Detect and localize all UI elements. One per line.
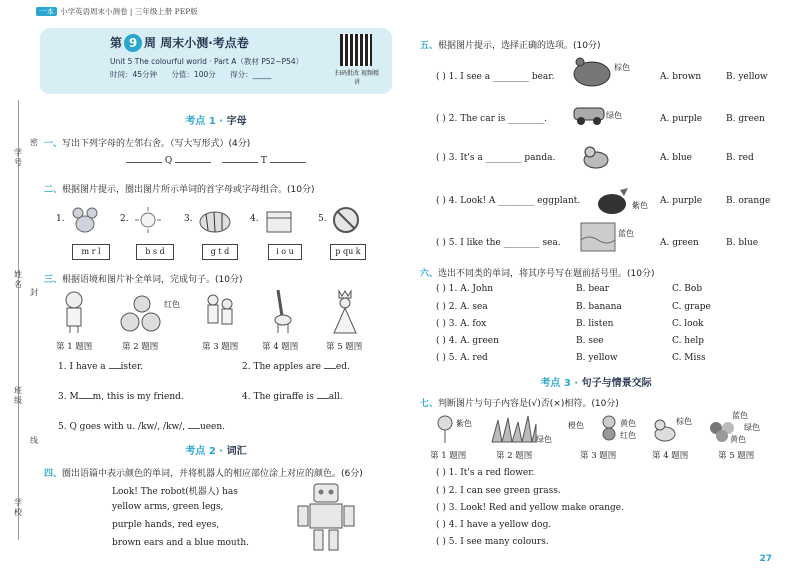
q5-3-option-b[interactable]: B. red	[726, 153, 754, 163]
title-suffix: 周 周末小测·考点卷	[144, 36, 249, 50]
q7-text: 判断图片与句子内容是(√)否(×)相符。(10分)	[438, 399, 619, 409]
qr-code-icon[interactable]	[340, 34, 372, 66]
q7-tag-4: 黄色	[620, 419, 636, 428]
q2-num-5: 5.	[318, 214, 327, 224]
seal-feng: 封	[30, 288, 38, 297]
q3-s2-end: ed.	[335, 362, 350, 372]
q7-item-1: ( ) 1. It's a red flower.	[436, 468, 535, 478]
mouse-icon	[70, 206, 100, 234]
series-badge: 一本	[36, 7, 57, 16]
q6-number: 六、	[420, 269, 439, 279]
q6-4-a: ( ) 4. A. green	[436, 336, 499, 346]
q2-option-box-2[interactable]: b s d	[136, 244, 174, 260]
q6-row-5	[436, 353, 706, 363]
bear-icon	[572, 54, 612, 88]
q6-row-1	[436, 284, 703, 294]
q1-text: 写出下列字母的左邻右舍。（写大写形式）(4分)	[62, 139, 251, 149]
q3-text: 根据语境和图片补全单词，完成句子。(10分)	[62, 275, 243, 285]
q3-color-tag: 红色	[164, 300, 180, 309]
q6-5-c: C. Miss	[672, 353, 706, 363]
dog-icon	[652, 418, 678, 442]
giraffe-icon	[270, 286, 294, 334]
q5-number: 五、	[420, 41, 439, 51]
q2-num-4: 4.	[250, 214, 259, 224]
q3-s1-text: 1. I have a	[58, 362, 109, 372]
grass-icon	[490, 414, 538, 444]
q7-item-4: ( ) 4. I have a yellow dog.	[436, 520, 552, 530]
answer-blank[interactable]	[109, 360, 121, 369]
q3-s2-text: 2. The apples are	[242, 362, 324, 372]
q5-color-5: 蓝色	[618, 229, 634, 238]
q7-tag-3: 橙色	[568, 421, 584, 430]
q3-s1-end: ister.	[120, 362, 144, 372]
q3-sentence-3	[58, 390, 184, 402]
class-label: 班级	[14, 386, 22, 405]
q1-blanks-2	[222, 154, 306, 166]
people-icon	[202, 292, 238, 334]
student-no-label: 学号	[14, 148, 22, 167]
q5-item-2: ( ) 2. The car is ________.	[436, 114, 547, 124]
q7-tag-7: 蓝色	[732, 411, 748, 420]
answer-blank[interactable]	[188, 420, 200, 429]
q5-item-5: ( ) 5. I like the ________ sea.	[436, 238, 561, 248]
q2-option-box-5[interactable]: p qu k	[330, 244, 366, 260]
school-label: 学校	[14, 498, 22, 517]
q2-option-box-3[interactable]: g t d	[202, 244, 238, 260]
header-card	[40, 28, 392, 94]
unit-line: Unit 5 The colourful world · Part A（教材 P52~P54）	[110, 57, 304, 66]
q6-row-2	[436, 302, 711, 312]
name-label: 姓名	[14, 270, 22, 289]
answer-blank[interactable]	[270, 154, 306, 163]
q6-2-c: C. grape	[672, 302, 711, 312]
q7-caption-3: 第 3 题图	[580, 451, 617, 461]
tiger-icon	[198, 206, 232, 234]
q1-blanks-1	[126, 154, 211, 166]
page-number: 27	[759, 554, 772, 564]
q7-item-5: ( ) 5. I see many colours.	[436, 537, 549, 547]
section-3-name: 句子与情景交际	[581, 378, 652, 389]
time-info: 时间：45分钟	[110, 70, 158, 79]
q4-passage-line-1: Look! The robot(机器人) has	[112, 487, 238, 497]
no-sign-icon	[332, 206, 360, 234]
q3-caption-5: 第 5 题图	[326, 342, 363, 352]
q4-heading	[44, 466, 363, 479]
q3-s5-end: ueen.	[199, 422, 226, 432]
q4-passage-line-4: brown ears and a blue mouth.	[112, 538, 249, 548]
seal-mi: 密	[30, 138, 38, 147]
q7-tag-5: 红色	[620, 431, 636, 440]
eggplant-icon	[596, 184, 632, 218]
q2-pictures	[56, 206, 376, 236]
q3-heading	[44, 272, 243, 285]
q7-tag-2: 绿色	[536, 435, 552, 444]
q3-sentence-2	[242, 360, 350, 372]
week-number: 9	[124, 34, 142, 52]
answer-blank[interactable]	[317, 390, 329, 399]
q6-text: 选出不同类的单词，将其序号写在题前括号里。(10分)	[438, 269, 655, 279]
seal-xian: 线	[30, 436, 38, 445]
q5-color-1: 棕色	[614, 63, 630, 72]
paint-drops-icon	[598, 414, 620, 442]
q7-tag-1: 紫色	[456, 419, 472, 428]
series-name: 小学英语周末小测卷 | 三年级上册 PEP版	[60, 7, 198, 16]
answer-blank[interactable]	[222, 154, 258, 163]
q4-passage-line-3: purple hands, red eyes,	[112, 520, 220, 530]
q7-tag-8: 绿色	[744, 423, 760, 432]
q2-number: 二、	[44, 185, 63, 195]
q3-caption-1: 第 1 题图	[56, 342, 93, 352]
title-prefix: 第	[110, 36, 123, 50]
q5-1-option-b[interactable]: B. yellow	[726, 72, 768, 82]
q5-heading	[420, 38, 601, 51]
q3-caption-2: 第 2 题图	[122, 342, 159, 352]
section-2-prefix: 考点 2 ·	[185, 446, 227, 457]
total-score: 分值：100分	[171, 70, 216, 79]
q7-tag-6: 棕色	[676, 417, 692, 426]
q2-num-3: 3.	[184, 214, 193, 224]
q2-option-box-1[interactable]: m r l	[72, 244, 110, 260]
queen-icon	[330, 288, 360, 334]
section-3-title	[420, 374, 772, 389]
q5-2-option-a[interactable]: A. purple	[660, 114, 703, 124]
q6-5-a: ( ) 5. A. red	[436, 353, 488, 363]
q6-3-c: C. look	[672, 319, 704, 329]
q7-heading	[420, 396, 619, 409]
section-1-name: 字母	[226, 116, 247, 127]
juice-box-icon	[264, 208, 294, 234]
q7-caption-4: 第 4 题图	[652, 451, 689, 461]
q6-1-b: B. bear	[576, 284, 610, 294]
q7-item-3: ( ) 3. Look! Red and yellow make orange.	[436, 503, 624, 513]
q5-1-option-a[interactable]: A. brown	[660, 72, 702, 82]
red-panda-icon	[582, 144, 612, 170]
q5-item-3: ( ) 3. It's a ________ panda.	[436, 153, 556, 163]
answer-blank[interactable]	[175, 154, 211, 163]
qr-caption: 扫码批改 视频精讲	[335, 70, 379, 86]
q5-item-1: ( ) 1. I see a ________ bear.	[436, 72, 555, 82]
letter-q: Q	[164, 156, 173, 166]
q2-text: 根据图片提示，圈出图片所示单词的首字母或字母组合。(10分)	[62, 185, 315, 195]
page-title	[110, 34, 249, 52]
q6-row-4	[436, 336, 705, 346]
q6-4-c: C. help	[672, 336, 705, 346]
q5-4-option-b[interactable]: B. orange	[726, 196, 771, 206]
q3-s4-text: 4. The giraffe is	[242, 392, 317, 402]
sun-icon	[134, 206, 162, 234]
q3-s4-end: all.	[328, 392, 343, 402]
q5-item-4: ( ) 4. Look! A ________ eggplant.	[436, 196, 581, 206]
section-2-title	[40, 442, 392, 457]
q6-4-b: B. see	[576, 336, 604, 346]
q5-text: 根据图片提示，选择正确的选项。(10分)	[438, 41, 601, 51]
q3-s5-text: 5. Q goes with u. /kw/, /kw/,	[58, 422, 188, 432]
q6-1-a: ( ) 1. A. John	[436, 284, 494, 294]
q6-3-a: ( ) 3. A. fox	[436, 319, 487, 329]
q3-caption-4: 第 4 题图	[262, 342, 299, 352]
q3-sentence-5	[58, 420, 225, 432]
q5-3-option-a[interactable]: A. blue	[660, 153, 692, 163]
section-1-title	[40, 112, 392, 127]
q5-color-4: 紫色	[632, 201, 648, 210]
q6-5-b: B. yellow	[576, 353, 618, 363]
q1-number: 一、	[44, 139, 63, 149]
q2-num-1: 1.	[56, 214, 65, 224]
q7-caption-2: 第 2 题图	[496, 451, 533, 461]
q7-number: 七、	[420, 399, 439, 409]
q3-caption-3: 第 3 题图	[202, 342, 239, 352]
q6-1-c: C. Bob	[672, 284, 703, 294]
q5-2-option-b[interactable]: B. green	[726, 114, 765, 124]
answer-blank[interactable]	[79, 390, 93, 399]
q3-sentence-4	[242, 390, 343, 402]
section-1-prefix: 考点 1 ·	[185, 116, 227, 127]
q3-sentence-1	[58, 360, 143, 372]
q4-number: 四、	[44, 469, 63, 479]
letter-t: T	[260, 156, 267, 166]
q4-passage-line-2: yellow arms, green legs,	[112, 502, 224, 512]
q2-option-box-4[interactable]: i o u	[268, 244, 302, 260]
flower-icon	[434, 414, 456, 444]
q5-4-option-a[interactable]: A. purple	[660, 196, 703, 206]
meta-line	[110, 69, 283, 80]
q6-heading	[420, 266, 655, 279]
q2-heading	[44, 182, 315, 195]
q6-2-b: B. banana	[576, 302, 622, 312]
q5-5-option-a[interactable]: A. green	[660, 238, 699, 248]
q3-s3-text: 3. M	[58, 392, 79, 402]
car-icon	[572, 100, 606, 126]
apples-icon	[118, 294, 164, 334]
q5-color-2: 绿色	[606, 111, 622, 120]
q7-caption-1: 第 1 题图	[430, 451, 467, 461]
q5-5-option-b[interactable]: B. blue	[726, 238, 759, 248]
q3-s3-end: m, this is my friend.	[92, 392, 184, 402]
q3-number: 三、	[44, 275, 63, 285]
q6-3-b: B. listen	[576, 319, 614, 329]
section-2-name: 词汇	[226, 446, 247, 457]
section-3-prefix: 考点 3 ·	[540, 378, 582, 389]
q7-caption-5: 第 5 题图	[718, 451, 755, 461]
q7-tag-9: 黄色	[730, 435, 746, 444]
girl-icon	[60, 290, 88, 334]
robot-icon[interactable]	[296, 482, 356, 552]
q2-num-2: 2.	[120, 214, 129, 224]
answer-blank[interactable]	[126, 154, 162, 163]
q4-text: 圈出语篇中表示颜色的单词，并将机器人的相应部位涂上对应的颜色。(6分)	[62, 469, 363, 479]
q7-item-2: ( ) 2. I can see green grass.	[436, 486, 561, 496]
answer-blank[interactable]	[324, 360, 336, 369]
q1-heading	[44, 136, 250, 149]
series-bar	[36, 6, 198, 17]
q6-row-3	[436, 319, 704, 329]
score-field: 得分：_____	[230, 70, 272, 79]
sea-icon	[580, 222, 616, 252]
q6-2-a: ( ) 2. A. sea	[436, 302, 488, 312]
